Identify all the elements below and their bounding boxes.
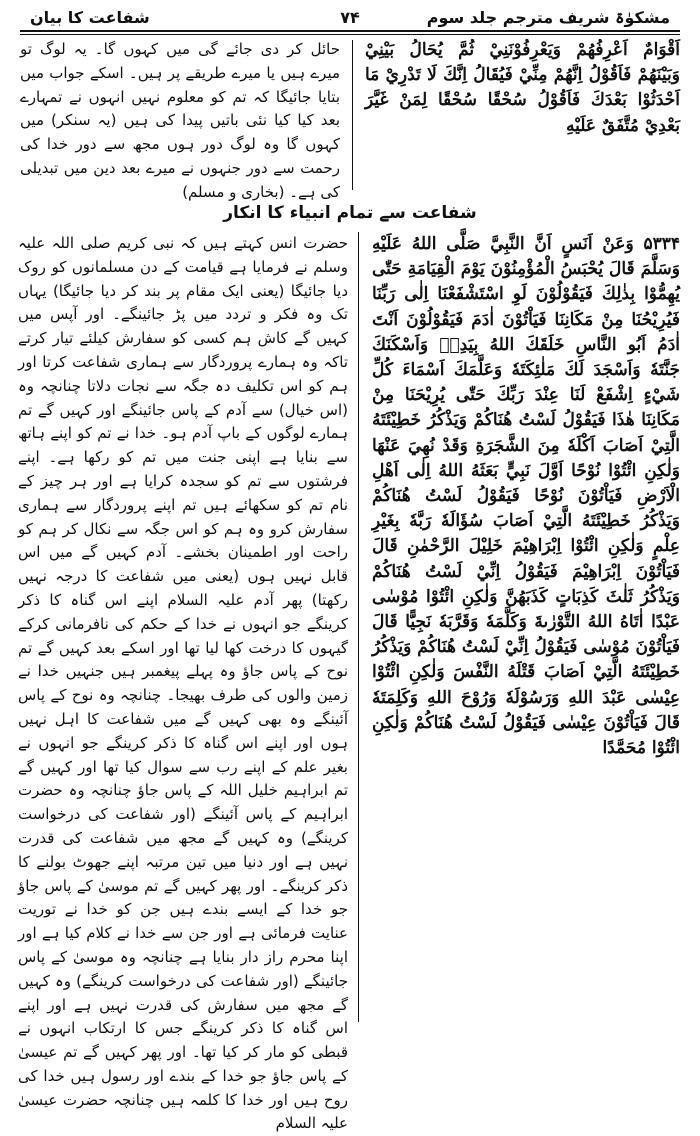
column-divider-main [358,232,359,1022]
page-number: ۷۴ [340,8,360,27]
arabic-text-main [372,232,680,1024]
page-header [20,6,680,30]
header-rule [20,30,680,32]
urdu-hadith-translation: حضرت انس کہتے ہیں کہ نبی کریم صلی اللہ علیہ وسلم نے فرمایا ہے قیامت کے دن مسلمانوں کو روک دیا جائیگا (یعنی ایک مقام پر بند کر دیا جائیگا) یہاں تک وہ فکر و تردد میں پڑ جائینگے۔ اور آپس میں کہیں گے کاش ہم کسی کو سفارش کیلئے تیار کرتے تاکہ وہ ہمارے پروردگار سے ہماری شفاعت کرتا اور ہم کو اس تکلیف دہ جگہ سے نجات دلاتا چنانچہ وہ (اس خیال) سے آدم کے پاس جائینگے اور کہیں گے تم ہمارے لوگوں کے باپ آدم ہو۔ خدا نے تم کو اپنے ہاتھ سے بنایا ہے اپنی جنت میں تم کو رکھا ہے۔ اپنے فرشتوں سے تم کو سجدہ کرایا ہے اور ہر چیز کے نام تم کو سکھائے ہیں تم اپنے پروردگار سے ہماری سفارش کرو وہ ہم کو اس جگہ سے نکال کر ہم کو راحت اور اطمینان بخشے۔ آدم کہیں گے میں اس قابل نہیں ہوں (یعنی میں شفاعت کا درجہ نہیں رکھتا) پھر آدم علیہ السلام اپنے اس گناہ کا ذکر کرینگے جو انہوں نے خدا کے حکم کی نافرمانی کرکے گیہوں کا درخت کھا لیا تھا اور اسکے بعد کہیں گے تم نوح کے پاس جاؤ وہ پہلے پیغمبر ہیں جنہیں خدا نے زمین والوں کی طرف بھیجا۔ چنانچہ وہ نوح کے پاس آئینگے وہ بھی کہیں گے میں شفاعت کا اہل نہیں ہوں اور اپنے اس گناہ کا ذکر کرینگے جو انہوں نے بغیر علم کے اپنے رب سے سوال کیا تھا اور کہیں گے تم ابراہیم خلیل اللہ کے پاس جاؤ چنانچہ وہ حضرت ابراہیم کے پاس آئینگے (اور شفاعت کی درخواست کرینگے) وہ کہیں گے مجھ میں شفاعت کی قدرت نہیں ہے اور دنیا میں تین مرتبہ اپنے جھوٹ بولنے کا ذکر کرینگے۔ اور پھر کہیں گے تم موسیٰ کے پاس جاؤ جو خدا کے ایسے بندے ہیں جن کو خدا نے توریت عنایت فرمائی ہے اور جن سے خدا نے کلام کیا ہے اور اپنا محرم راز دار بنایا ہے چنانچہ وہ موسیٰ کے پاس جائینگے (اور شفاعت کی درخواست کرینگے) وہ کہیں گے مجھ میں سفارش کی قدرت نہیں ہے اور اپنے اس گناہ کا ذکر کرینگے جس کا ارتکاب انہوں نے قبطی کو مار کر کیا تھا۔ اور پھر کہیں گے تم عیسیٰ کے پاس جاؤ جو خدا کے بندے اور رسول ہیں خدا کی روح ہیں اور خدا کا کلمہ ہیں چنانچہ حضرت عیسیٰ علیہ السلام [18,234,348,1133]
arabic-text-top [365,38,680,196]
arabic-paragraph: اَقْوَامٌ اَعْرِفُهُمْ وَيَعْرِفُوْنَنِيْ ثُمَّ يُحَالُ بَيْنِيْ وَبَيْنَهُمْ فَاَقُوْلُ اِنَّهُمْ مِنِّيْ فَيُقَالُ اِنَّكَ لَا تَدْرِيْ مَا اَحْدَثُوْا بَعْدَكَ فَاَقُوْلُ سُحْقًا سُحْقًا لِمَنْ غَيَّرَ بَعْدِيْ مُتَّفَقٌ عَلَيْهِ [365,40,680,136]
book-title: مشکوٰۃ شریف مترجم جلد سوم [426,8,670,27]
header-rule-thin [20,34,680,35]
arabic-hadith: وَعَنْ اَنَسٍ اَنَّ النَّبِيَّ صَلَّى اللهُ عَلَيْهِ وَسَلَّمَ قَالَ يُحْبَسُ الْمُؤْمِنُوْنَ يَوْمَ الْقِيَامَةِ حَتّٰى يُهِمُّوْا بِذٰلِكَ فَيَقُوْلُوْنَ لَوِ اسْتَشْفَعْنَا اِلٰى رَبِّنَا فَيُرِيْحُنَا مِنْ مَكَانِنَا فَيَاْتُوْنَ اٰدَمَ فَيَقُوْلُوْنَ اَنْتَ اٰدَمُ اَبُو النَّاسِ خَلَقَكَ اللهُ بِيَدِهٖ وَاَسْكَنَكَ جَنَّتَهٗ وَاَسْجَدَ لَكَ مَلٰئِكَتَهٗ وَعَلَّمَكَ اَسْمَاءَ كُلِّ شَيْءٍ اِشْفَعْ لَنَا عِنْدَ رَبِّكَ حَتّٰى يُرِيْحَنَا مِنْ مَكَانِنَا هٰذَا فَيَقُوْلُ لَسْتُ هُنَاكُمْ وَيَذْكُرُ خَطِيْئَتَهُ الَّتِيْ اَصَابَ اَكْلَهٗ مِنَ الشَّجَرَةِ وَقَدْ نُهِيَ عَنْهَا وَلٰكِنِ ائْتُوْا نُوْحًا اَوَّلَ نَبِيٍّ بَعَثَهُ اللهُ اِلٰى اَهْلِ الْاَرْضِ فَيَاْتُوْنَ نُوْحًا فَيَقُوْلُ لَسْتُ هُنَاكُمْ وَيَذْكُرُ خَطِيْئَتَهُ الَّتِيْ اَصَابَ سُؤَالَهٗ رَبَّهٗ بِغَيْرِ عِلْمٍ وَلٰكِنِ ائْتُوْا اِبْرَاهِيْمَ خَلِيْلَ الرَّحْمٰنِ قَالَ فَيَاْتُوْنَ اِبْرَاهِيْمَ فَيَقُوْلُ اِنِّيْ لَسْتُ هُنَاكُمْ وَيَذْكُرُ ثَلٰثَ كَذِبَاتٍ كَذَبَهُنَّ وَلٰكِنِ ائْتُوْا مُوْسٰى عَبْدًا اٰتَاهُ اللهُ التَّوْرٰىةَ وَكَلَّمَهٗ وَقَرَّبَهٗ نَجِيًّا قَالَ فَيَاْتُوْنَ مُوْسٰى فَيَقُوْلُ اِنِّيْ لَسْتُ هُنَاكُمْ وَيَذْكُرُ خَطِيْئَتَهُ الَّتِيْ اَصَابَ قَتْلَهُ النَّفْسَ وَلٰكِنِ ائْتُوْا عِيْسٰى عَبْدَ اللهِ وَرَسُوْلَهٗ وَرُوْحَ اللهِ وَكَلِمَتَهٗ قَالَ فَيَاْتُوْنَ عِيْسٰى فَيَقُوْلُ لَسْتُ هُنَاكُمْ وَلٰكِنِ ائْتُوْا مُحَمَّدًا [372,234,680,759]
hadith-number: ۵۳۳۴ [643,234,680,254]
column-divider-top [352,40,353,190]
chapter-title: شفاعت کا بیان [30,8,150,27]
urdu-translation-top [20,38,340,201]
urdu-translation-main [18,232,348,1133]
section-heading: شفاعت سے تمام انبیاء کا انکار [223,203,477,223]
urdu-paragraph: حائل کر دی جائے گی میں کہوں گا۔ یہ لوگ تو میرے ہیں یا میرے طریقے پر ہیں۔ اسکے جواب میں بتایا جائیگا کہ تم کو معلوم نہیں انہوں نے تمہارے بعد کیا کیا نئی باتیں پیدا کی ہیں (یہ سنکر) میں کہوں گا وہ لوگ دور ہوں مجھ سے دور خدا کی رحمت سے دور جنہوں نے میرے بعد دین میں تبدیلی کی ہے۔ (بخاری و مسلم) [20,40,340,201]
